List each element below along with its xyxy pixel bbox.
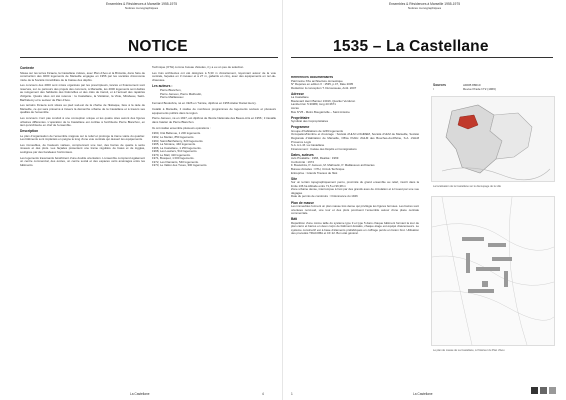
author-name: Pierre Maillassoux [160, 95, 184, 100]
page-number-left: 4 [262, 392, 264, 396]
paragraph: Les immeubles, de hauteurs variées, comprennent une tour, des barres de quatre à seize niveaux et des plots. Les façades présentent une trame régulière de baies et de loggias, soulignée par des bandeaux horizontaux. [20, 142, 145, 154]
logo-icon [540, 387, 547, 394]
location-map-figure [431, 96, 555, 182]
list-item: 1965, La Simiane, 440 logements. [152, 142, 196, 147]
paragraph: Les concours n'ont pas conduit à une conception unique et les quatre sites auront des figures urbaines différentes. L'opération de la Castellane est confiée à l'architecte Pierre Blanchon, en tant qu'architecte en chef de l'ensemble. [20, 116, 145, 128]
section-bati: Bâti Répartition d'une même taille du système type 3 et type 5 dans chaque bâtiment formant la tour de plan carré et barres en deux corps de bâtiment décalés, chaque étage est équipé d'ascenseurs. Le système constructif est à base d'éléments préfabriqués en coffrage perdu en béton brut. Utilisation des procédés TRACOBA et CF 22. Bon état général. [291, 217, 419, 236]
author-name: Pierre Jameux, Pierre Mathoulin, [160, 91, 203, 96]
location-map-image [432, 97, 554, 181]
source-item: Revue Prade N°2 (1966) [463, 86, 496, 91]
title-rule [291, 57, 553, 58]
section-site: Site Sur un terrain topographiquement pentu, proximité du grand ensemble au relief, inscrit dans la limite 136 ha Altitude entre 71,5 et 96,38 m Zone urbaine dense, interrompue à l'est par des grands axes de circulation et à l'ouest par une vue dégagée Date du permis de construire : Ordonnance du 1946 [291, 176, 419, 199]
section-address: Adresse La Castellane Boulevard Henri Barnier 13016, Quartier Verduron Lambert lat: 5.30389, long 43.3671 Accès Bus N°25 - Métro Bougainville – Saint Antoine [291, 91, 356, 114]
list-item: 1966, La Castellane, 1 250 logements. [152, 145, 202, 150]
list-item: 1972, Les Flamants, 540 logements. [152, 159, 199, 164]
title-rule [20, 57, 278, 58]
publisher-logos [531, 387, 556, 394]
source-item: ADDB 88010 [463, 83, 481, 87]
list-item: 1973, Le Vallon des Tuves, 300 logements. [152, 163, 208, 168]
context-heading: Contexte [20, 66, 35, 70]
right-info-column [291, 76, 419, 390]
author-name: Pierre Blanchon, [160, 88, 182, 93]
section-owner: Propriétaire Syndicat des Copropriétaires [291, 115, 329, 124]
list-item: 1968, Les Lauriers, 510 logements. [152, 149, 198, 154]
page-title-castellane: 1535 – La Castellane [333, 38, 489, 55]
paragraph: Les terrains Ficaera sont situés au pied sud-est de la chaîne de l'Estaque, face à la rade de Marseille, ce qui sera préservé à travers la démarche urbaine de la Castellane et à travers ses qualités de l'ensemble. [20, 103, 145, 115]
section-programme: Programme Groupe d'habitations de 1249 logements Occupation/Nombre et d'ouvrage : Société d'HLM LOGIREM, Société d'HLM de Marseille, Société Régionale d'Habitation de Marseille, Office Public d'HLM des Bouches-du-Rhône, S.A. d'HLM Provence Logis S.A. H.L.M. La Castellane Financement : Caisse des Dépôts et Consignations [291, 125, 419, 151]
paragraph: Pierre Jameux, né en 1927, est diplômé de l'Ecole Nationale des Beaux-Arts en 1956 ; il travaille dans l'atelier de Pierre Blanchon. [152, 116, 276, 124]
authors-heading: Les auteurs : [152, 83, 173, 88]
paragraph: Technique (OTH) comme bureau d'études, il y a eu un peu de sélection. [152, 66, 244, 69]
running-head-right: Ensembles & Résidences à Marseille 1955-1975 Notices monographiques [388, 2, 461, 10]
list-item: 1962, Le Merlan, 850 logements. [152, 134, 195, 139]
location-map-caption: La localisation de la Castellane sur le découpage de la ville [433, 185, 501, 188]
authors-list [152, 89, 276, 100]
sources-label: Sources : [433, 83, 447, 91]
section-dates-authors: Dates, auteurs Avis Préalable : 1966, Réalisé : 1969 Conformité : 1974 F. Boukobza, P. Jameux, M. Mathoulin, P. Maillassoux architectes Bureau d'études : OTH, Circuit-Technique Entreprise : Grands Travaux de l'Est [291, 152, 375, 175]
description-heading: Description [20, 128, 39, 133]
works-list [152, 132, 276, 167]
running-head-left: Ensembles & Résidences à Marseille 1955-1975 Notices monographiques [105, 2, 178, 10]
paragraph: Fernand Boukobza, né en 1926 en Tunisie, diplômé en 1956 Atelier Daniel Henry. [152, 101, 257, 106]
paragraph: Ils ont réalisé ensemble plusieurs opérations : [152, 125, 211, 130]
section-references: Références documentaires Patrimoine XXe architecture domestique N° Repères en edition X : 1535, p.47, Date 2005 Rédaction & conception T. Durousseau, Antit. 2007 [291, 76, 357, 90]
logo-icon [549, 387, 556, 394]
paragraph: Le plan d'organisation de l'ensemble s'appuie sur le relief et prolonge la trame viaire du quartier. Les bâtiments sont implantés en peigne le long d'une voie centrale qui dessert les équipements. [20, 133, 145, 142]
list-item: 1971, Bosquet, 1 000 logements. [152, 156, 195, 161]
paragraph: Les concours des 4000 sont mixés organisés par les prescripteurs, lancés et financement sont réservés, sur ce parcours des projets des concours, à Marseille, les 4000 logements sont dédiés au relogement des habitants des bidonvilles et des cités de transit, et à l'accueil des rapatriés d'Algérie. Quatre sites ont été retenus : la Castellane, la Visitation, la Viste, Mirabeau, Saint-Barthélemy et le secteur de Plan d'Aou. [20, 83, 145, 102]
page-number-right: 1 [291, 392, 293, 396]
list-item: 1960, Cité Bellevue, 1 200 logements. [152, 131, 201, 136]
page-title-notice: NOTICE [128, 38, 188, 55]
footer-title-right: La Castellane [413, 392, 433, 396]
footer-title-left: La Castellane [130, 392, 150, 396]
paragraph: Installé à Marseille, il réalise de nombreux programmes de logements sociaux et plusieurs équipements publics dans la région. [152, 107, 276, 115]
list-item: 1963, Saint-Barthélemy, 620 logements. [152, 138, 204, 143]
plan-masse-caption: Le plan de masse de La Castellane, à l'intérieur du Plan d'Aou [433, 349, 505, 352]
logo-icon [531, 387, 538, 394]
right-page [283, 0, 566, 400]
list-item: 1970, Le Mail, 410 logements. [152, 152, 191, 157]
left-column-2 [152, 66, 276, 388]
section-plan-masse: Plan de masse Les immeubles forment un plan masse très dense qui privilégie les figures fermées. Les barres sont orientées nord-sud, une tour et des plots ponctuent l'ensemble autour d'une place centrale commerciale. [291, 200, 419, 216]
paragraph: Située sur les terres Ficaera, la Castellane s'élève, avec Plan d'Aou et la Bricarde, dans l'aire de construction des 4000 logements de Marseille engagée en 1956 par les sociétés d'économie mixte de la Société immobilière de la Caisse des dépôts. [20, 70, 145, 82]
paragraph: Les trois architectes ont été désignés à 5,30 m d'écartement, rayonnant autour de la voie centrale, façades en 3 niveaux et à 27 m, gabarits en cinq, avec des équipements en rez-de-chaussée. [152, 70, 276, 82]
plan-masse-figure [431, 196, 555, 346]
plan-masse-image [432, 197, 554, 345]
paragraph: Les logements traversants bénéficient d'une double orientation. L'ensemble comprend également un centre commercial, des écoles, un centre social et des espaces verts aménagés entre les bâtiments. [20, 155, 145, 167]
left-column-1 [20, 66, 145, 388]
